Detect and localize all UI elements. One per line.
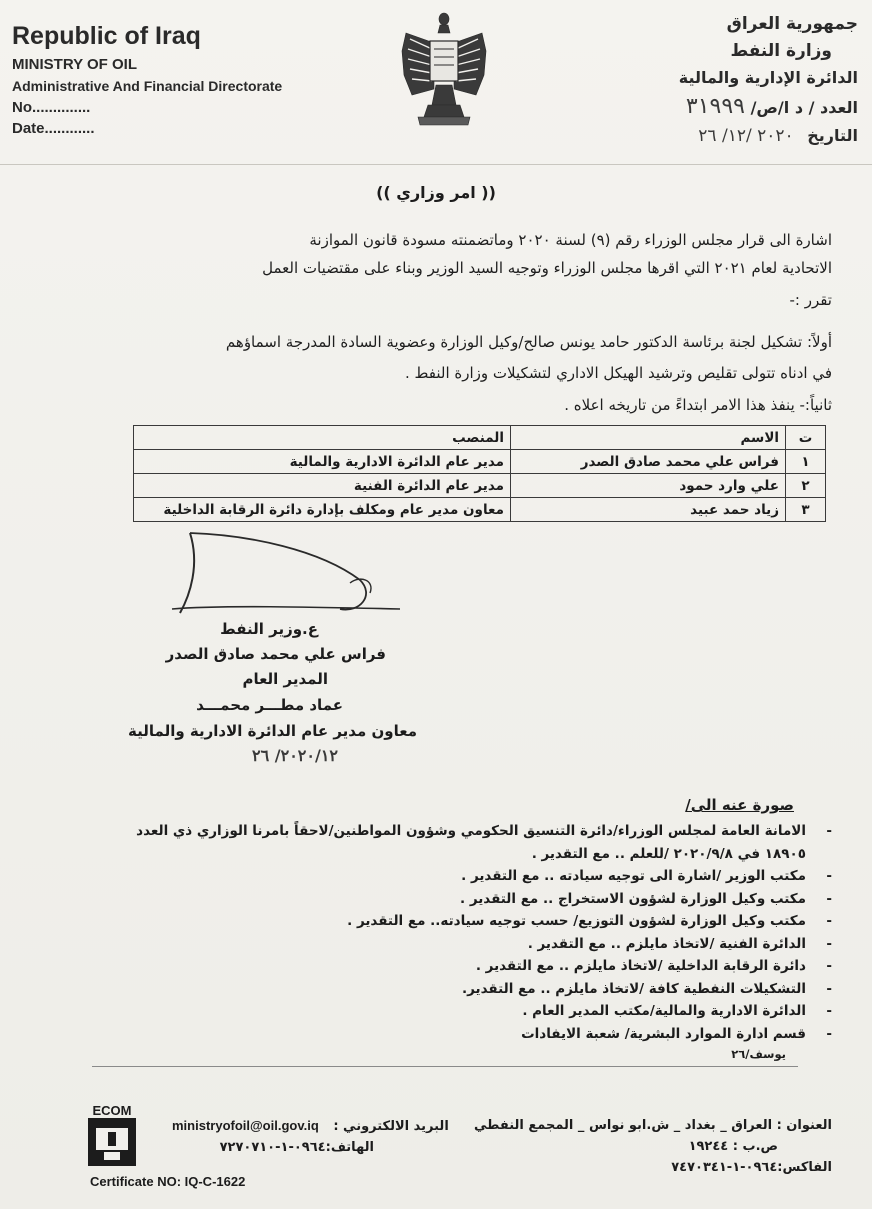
list-dash: - <box>826 890 832 907</box>
header-index: ت <box>786 426 826 450</box>
first-clause-line-2: في ادناه تتولى تقليص وترشيد الهيكل الاداري لتشكيلات وزارة النفط . <box>405 364 832 382</box>
header-name: الاسم <box>511 426 786 450</box>
intro-line-1: اشارة الى قرار مجلس الوزراء رقم (٩) لسنة ٢٠٢٠ وماتضمنته مسودة قانون الموازنة <box>309 231 832 249</box>
copy-recipient: قسم ادارة الموارد البشرية/ شعبة الايفادات <box>521 1025 806 1042</box>
row-name: زياد حمد عبيد <box>511 498 786 522</box>
signer-title: المدير العام <box>242 670 328 688</box>
list-dash: - <box>826 1025 832 1042</box>
row-index: ٣ <box>786 498 826 522</box>
document-title: (( امر وزاري )) <box>376 183 496 202</box>
footer-email-label: البريد الالكتروني : <box>333 1119 449 1134</box>
certification-badge-icon <box>88 1118 136 1166</box>
header-directorate-en: Administrative And Financial Directorate <box>12 78 283 94</box>
second-clause: ثانياً:- ينفذ هذا الامر ابتداءً من تاريخه اعلاه . <box>564 396 832 414</box>
footer-address: العنوان : العراق _ بغداد _ ش.ابو نواس _ المجمع النفطي <box>474 1118 832 1133</box>
handwritten-signature <box>160 525 410 620</box>
committee-members-table <box>133 425 826 522</box>
issuer-name: عماد مطـــر محمـــد <box>196 696 343 714</box>
list-item <box>32 955 832 978</box>
header-directorate-ar: الدائرة الإدارية والمالية <box>678 68 858 87</box>
copies-divider <box>92 1066 798 1067</box>
table-row <box>134 498 826 522</box>
date-value-handwritten: ٢٠٢٠ /١٢/ ٢٦ <box>698 126 794 146</box>
number-value-handwritten: ٣١٩٩٩ <box>685 94 745 119</box>
table-header-row <box>134 426 826 450</box>
ecom-logo-text: ECOM <box>92 1103 132 1118</box>
ecom-certification-logo <box>84 1104 140 1166</box>
copies-heading: صورة عنه الى/ <box>685 796 794 814</box>
row-position: معاون مدير عام ومكلف بإدارة دائرة الرقابة الداخلية <box>134 498 511 522</box>
header-ministry-ar: وزارة النفط <box>730 41 832 61</box>
header-country-ar: جمهورية العراق <box>726 14 858 34</box>
issuer-title: معاون مدير عام الدائرة الادارية والمالية <box>128 722 417 740</box>
on-behalf-of-minister: ع.وزير النفط <box>220 620 318 638</box>
header-ministry-en: MINISTRY OF OIL <box>12 56 138 73</box>
certificate-number: Certificate NO: IQ-C-1622 <box>90 1174 246 1189</box>
decision-label: تقرر :- <box>789 291 832 309</box>
list-item <box>32 820 832 843</box>
list-item <box>32 843 832 866</box>
footer-phone: الهاتف:٠٩٦٤-١-٧٢٧٠٧١٠ <box>219 1140 374 1155</box>
list-dash: - <box>826 1003 832 1019</box>
number-label: العدد / د ا/ص/ <box>750 98 858 117</box>
list-item <box>32 1023 832 1046</box>
header-divider <box>0 164 872 165</box>
intro-line-2: الاتحادية لعام ٢٠٢١ التي اقرها مجلس الوزراء وتوجيه السيد الوزير وبناء على مقتضيات العمل <box>262 259 832 277</box>
first-clause-line-1: أولاً: تشكيل لجنة برئاسة الدكتور حامد يونس صالح/وكيل الوزارة وعضوية السادة المدرجة اسماؤهم <box>225 333 832 351</box>
copy-recipient: دائرة الرقابة الداخلية /لاتخاذ مايلزم .. مع التقدير . <box>475 958 806 974</box>
list-dash: - <box>826 958 832 974</box>
copy-recipient: مكتب وكيل الوزارة لشؤون الاستخراج .. مع التقدير . <box>459 890 806 907</box>
list-dash: - <box>826 913 832 929</box>
list-item <box>32 978 832 1001</box>
copy-recipient: الدائرة الفنية /لاتخاذ مايلزم .. مع التقدير . <box>527 935 806 952</box>
header-date-en: Date............ <box>12 120 95 137</box>
copy-recipient: التشكيلات النفطية كافة /لاتخاذ مايلزم .. مع التقدير. <box>462 980 806 997</box>
row-index: ٢ <box>786 474 826 498</box>
row-position: مدير عام الدائرة الادارية والمالية <box>134 450 511 474</box>
signer-name: فراس علي محمد صادق الصدر <box>165 645 386 663</box>
footer-po-box: ص.ب : ١٩٢٤٤ <box>688 1139 778 1154</box>
copy-recipient: الامانة العامة لمجلس الوزراء/دائرة التنسيق الحكومي وشؤون المواطنين/لاحقاً بامرنا الوزاري ذي العدد <box>136 823 806 839</box>
table-row <box>134 450 826 474</box>
table-row <box>134 474 826 498</box>
list-dash: - <box>826 868 832 884</box>
list-dash: - <box>826 823 832 839</box>
list-dash: - <box>826 980 832 997</box>
list-item <box>32 865 832 888</box>
row-position: مدير عام الدائرة الفنية <box>134 474 511 498</box>
header-country-en: Republic of Iraq <box>12 22 201 50</box>
row-index: ١ <box>786 450 826 474</box>
list-item <box>32 888 832 911</box>
copies-list <box>32 820 832 1045</box>
list-item <box>32 910 832 933</box>
copy-recipient: الدائرة الادارية والمالية/مكتب المدير العام . <box>522 1003 806 1019</box>
date-label: التاريخ <box>807 126 858 145</box>
footer-email[interactable]: ministryofoil@oil.gov.iq <box>172 1118 319 1133</box>
copy-recipient-continued: ١٨٩٠٥ في ٢٠٢٠/٩/٨ /للعلم .. مع التقدير . <box>531 845 806 862</box>
list-item <box>32 1000 832 1023</box>
iraq-eagle-emblem <box>398 5 490 131</box>
issue-date-handwritten: ٢٠٢٠/١٢/ ٢٦ <box>251 746 338 765</box>
reference-initials: يوسف/٢٦ <box>731 1047 786 1061</box>
copy-recipient: مكتب وكيل الوزارة لشؤون التوزيع/ حسب توجيه سيادته.. مع التقدير . <box>347 913 806 929</box>
row-name: علي وارد حمود <box>511 474 786 498</box>
list-item <box>32 933 832 956</box>
footer-fax: الفاكس:٠٩٦٤-١-٧٤٧٠٣٤١ <box>671 1160 832 1175</box>
footer-email-line <box>172 1118 449 1134</box>
list-dash: - <box>826 935 832 952</box>
header-position: المنصب <box>134 426 511 450</box>
header-number-en: No.............. <box>12 99 91 116</box>
header-date-ar <box>698 126 858 146</box>
row-name: فراس علي محمد صادق الصدر <box>511 450 786 474</box>
copy-recipient: مكتب الوزير /اشارة الى توجيه سيادته .. مع التقدير . <box>461 868 806 884</box>
header-number-ar <box>686 94 858 119</box>
